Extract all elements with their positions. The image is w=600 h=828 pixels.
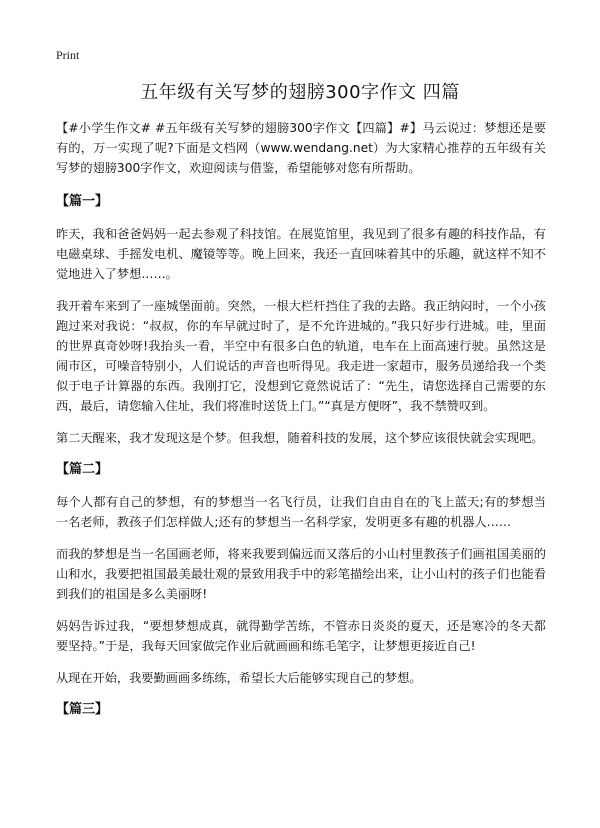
section-heading-2: 【篇二】 [56,462,109,477]
section-2-paragraph-2: 而我的梦想是当一名国画老师，将来我要到偏远而又落后的小山村里教孩子们画祖国美丽的山和水，我要把祖国最美最壮观的景致用我手中的彩笔描绘出来，让小山村的孩子们也能看到我们的祖国是多么美丽呀! [56,547,546,601]
print-label: Print [56,48,80,62]
section-1-paragraph-1: 昨天，我和爸爸妈妈一起去参观了科技馆。在展览馆里，我见到了很多有趣的科技作品，有电磁桌球、手摇发电机、魔镜等等。晚上回来，我还一直回味着其中的乐趣，就这样不知不觉地进入了梦想……。 [56,227,546,281]
section-1-paragraph-3: 第二天醒来，我才发现这是个梦。但我想，随着科技的发展，这个梦应该很快就会实现吧。 [56,431,544,445]
section-2-paragraph-1: 每个人都有自己的梦想，有的梦想当一名飞行员，让我们自由自在的飞上蓝天;有的梦想当一名老师，教孩子们怎样做人;还有的梦想当一名科学家，发明更多有趣的机器人…… [56,495,546,529]
section-heading-1: 【篇一】 [56,194,109,209]
document-title: 五年级有关写梦的翅膀300字作文 四篇 [140,82,460,103]
section-heading-3: 【篇三】 [56,702,109,717]
section-2-paragraph-3: 妈妈告诉过我，“要想梦想成真，就得勤学苦练，不管赤日炎炎的夏天，还是寒冷的冬天都要坚持。”于是，我每天回家做完作业后就画画和练毛笔字，让梦想更接近自己! [56,619,546,653]
section-1-paragraph-2: 我开着车来到了一座城堡面前。突然，一根大栏杆挡住了我的去路。我正纳闷时，一个小孩跑过来对我说：“叔叔，你的车早就过时了，是不允许进城的。”我只好步行进城。哇，里面的世界真奇妙呀!我抬头一看，半空中有很多白色的轨道，电车在上面高速行驶。虽然这是闹市区，可噪音特别小，人们说话的声音也听得见。我走进一家超市，服务员递给我一个类似于电子计算器的东西。我刚打它，没想到它竟然说话了：“先生，请您选择自己需要的东西，最后，请您输入住址，我们将准时送货上门。”“真是方便呀”，我不禁赞叹到。 [56,299,546,413]
section-2-paragraph-4: 从现在开始，我要勤画画多练练，希望长大后能够实现自己的梦想。 [56,671,422,685]
document-body [56,118,546,732]
intro-paragraph: 【#小学生作文# #五年级有关写梦的翅膀300字作文【四篇】#】马云说过：梦想还是要有的，万一实现了呢?下面是文档网（www.wendang.net）为大家精心推荐的五年级有关写梦的翅膀300字作文，欢迎阅读与借鉴，希望能够对您有所帮助。 [56,121,546,175]
